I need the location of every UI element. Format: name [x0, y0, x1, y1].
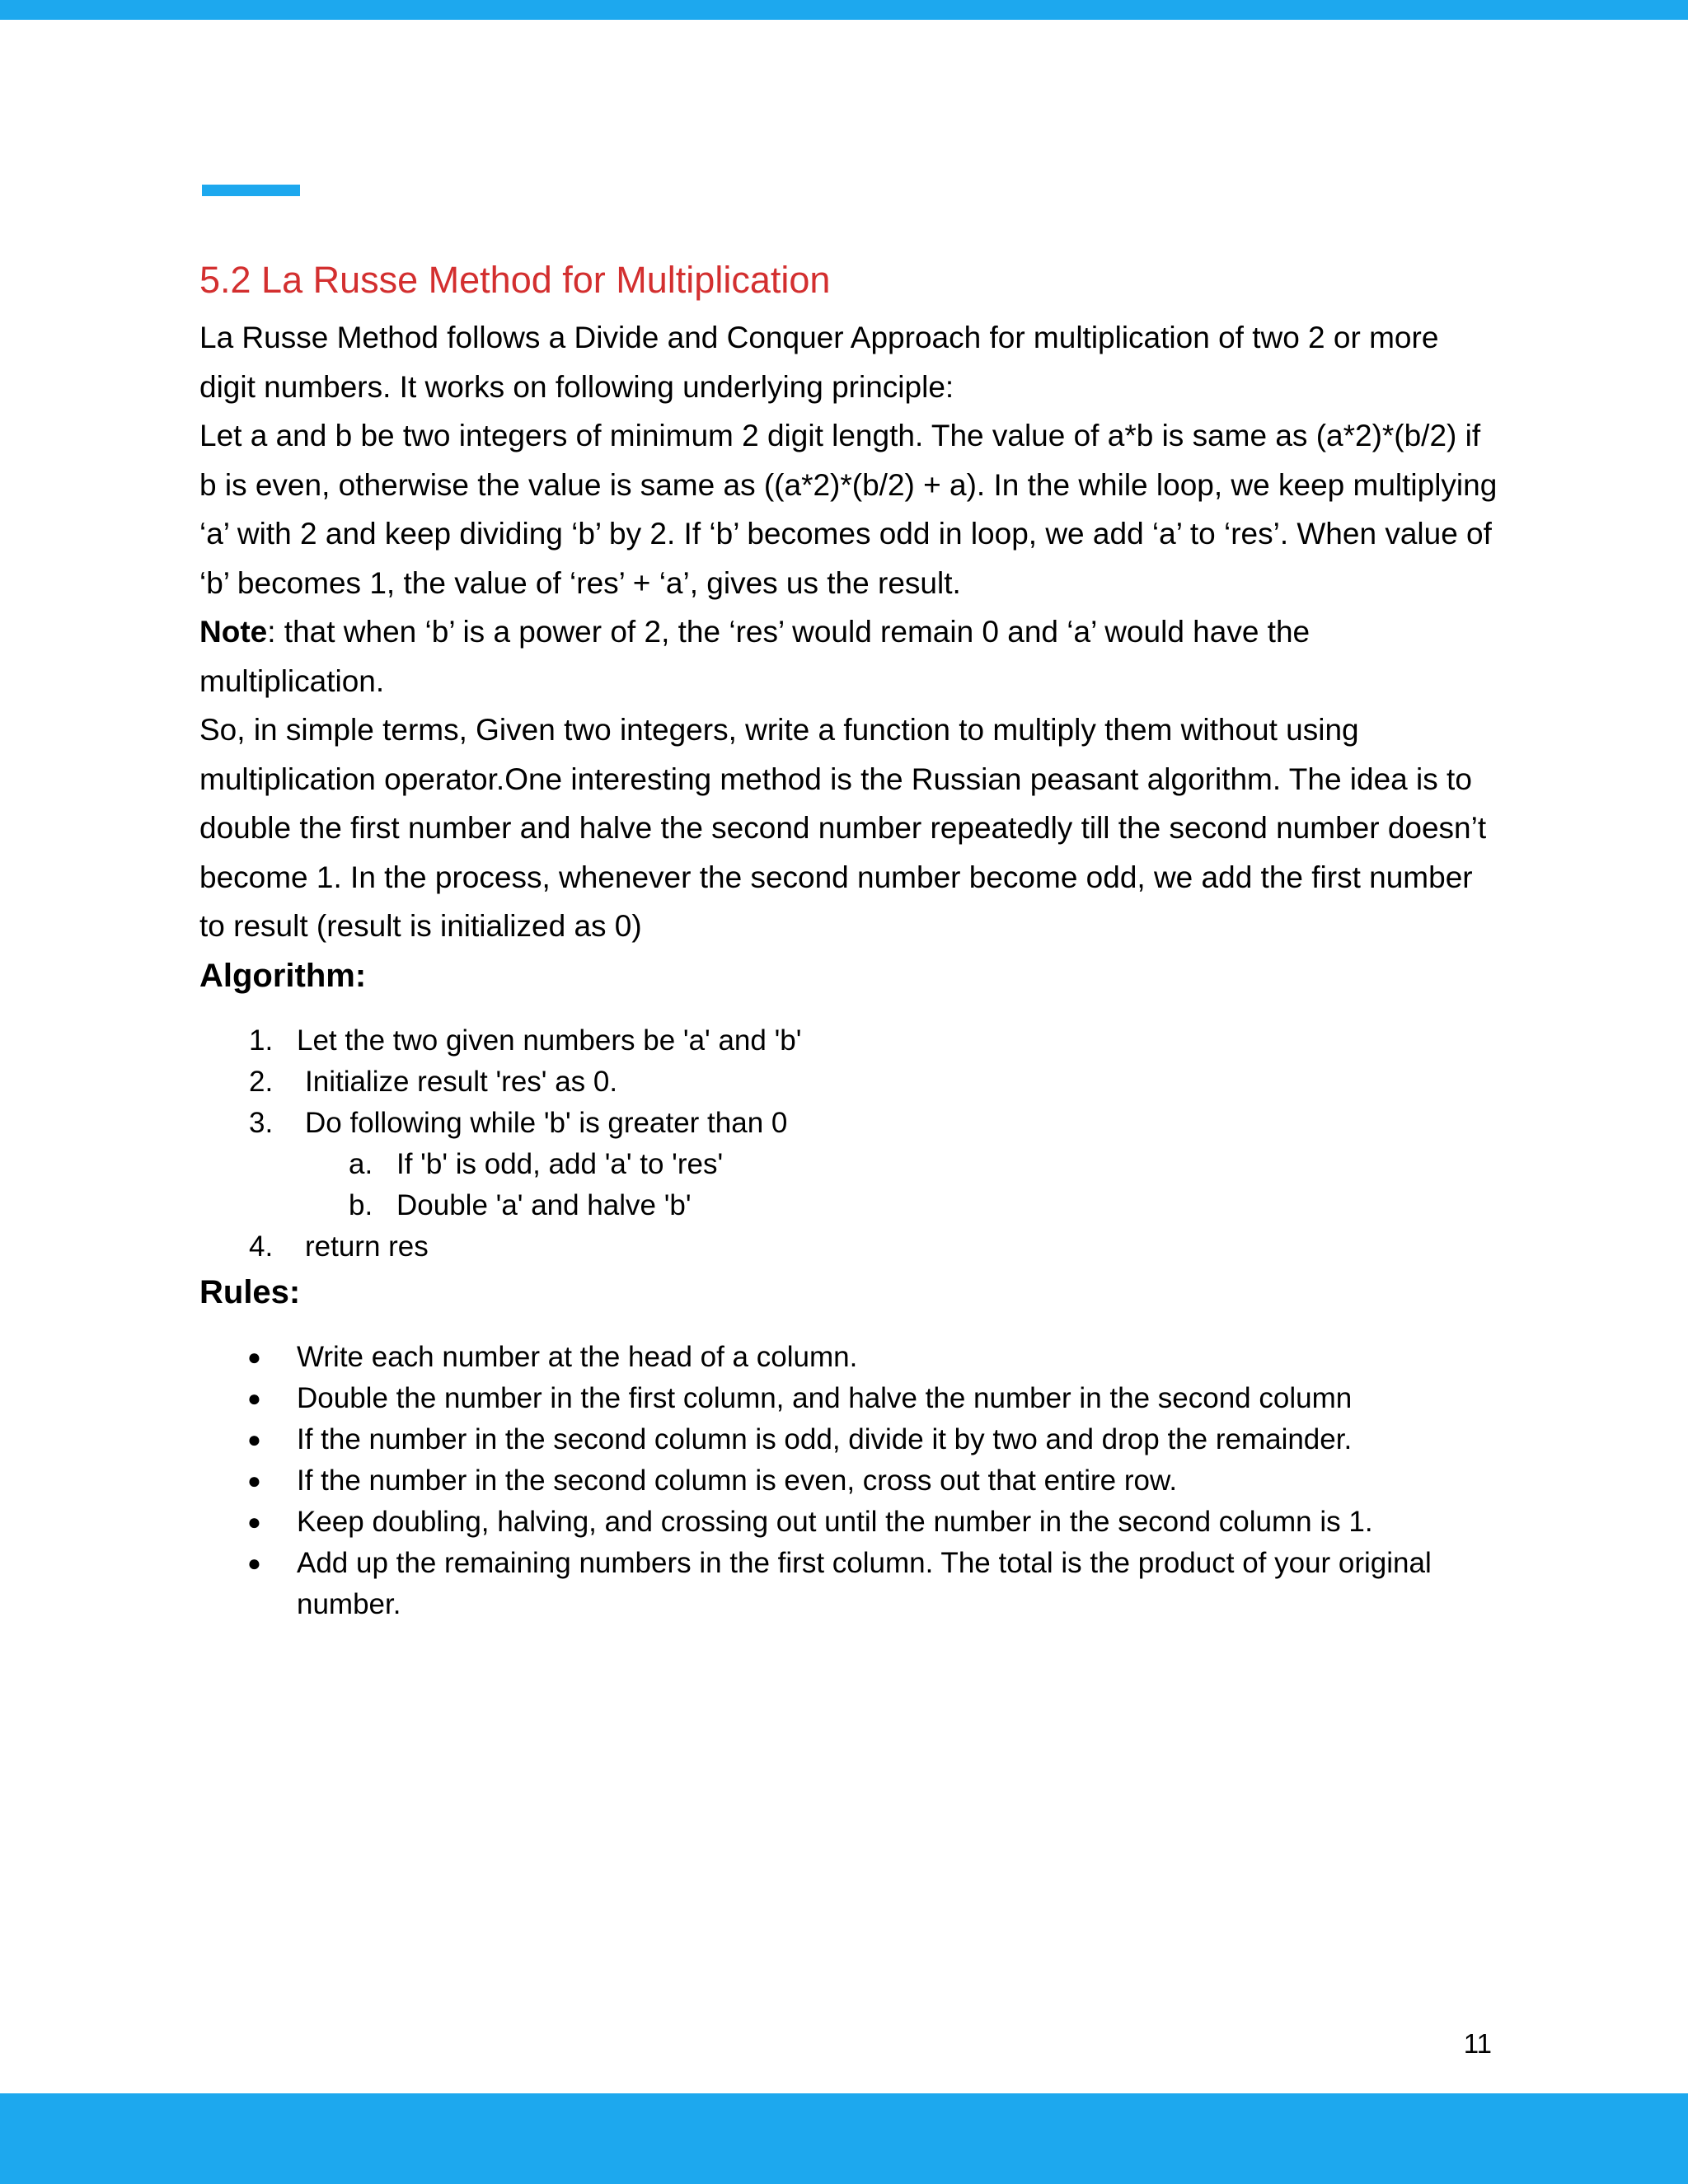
rule-text: If the number in the second column is odd, divide it by two and drop the remainder.	[297, 1422, 1353, 1455]
algorithm-heading: Algorithm:	[199, 957, 367, 994]
note-paragraph	[199, 607, 1502, 705]
step-marker: 1.	[249, 1024, 274, 1057]
bullet-icon: ●	[247, 1385, 261, 1411]
section-title: 5.2 La Russe Method for Multiplication	[199, 259, 831, 301]
algorithm-step	[199, 1062, 1502, 1103]
step-marker: 2.	[249, 1065, 274, 1098]
bullet-icon: ●	[247, 1508, 261, 1535]
rule-item	[199, 1502, 1502, 1543]
step-marker: 4.	[249, 1230, 274, 1263]
substep-text: If 'b' is odd, add 'a' to 'res'	[396, 1147, 724, 1180]
page-content	[199, 247, 1502, 1625]
bullet-icon: ●	[247, 1467, 261, 1493]
substep-marker: b.	[349, 1188, 373, 1221]
rule-item	[199, 1419, 1502, 1460]
note-label: Note	[199, 615, 268, 649]
rule-item	[199, 1337, 1502, 1378]
intro-paragraph: La Russe Method follows a Divide and Conquer Approach for multiplication of two 2 or more digit numbers. It works on following underlying principle:	[199, 321, 1439, 404]
bullet-icon: ●	[247, 1426, 261, 1452]
rule-text: Add up the remaining numbers in the first column. The total is the product of your original number.	[297, 1546, 1432, 1620]
bottom-accent-bar	[0, 2093, 1688, 2184]
page-number: 11	[1463, 2028, 1492, 2059]
rule-text: Double the number in the first column, and halve the number in the second column	[297, 1381, 1353, 1414]
step-text: return res	[305, 1230, 429, 1263]
rule-item	[199, 1460, 1502, 1502]
algorithm-substep	[199, 1144, 1502, 1185]
summary-paragraph: So, in simple terms, Given two integers, write a function to multiply them without using multiplication operator.One interesting method is the Russian peasant algorithm. The idea is to double the first number and halve the second number repeatedly till the second number doesn’t become 1. In the process, whenever the second number become odd, we add the first number to result (result is initialized as 0)	[199, 713, 1487, 943]
substep-marker: a.	[349, 1147, 373, 1180]
note-text: : that when ‘b’ is a power of 2, the ‘res’ would remain 0 and ‘a’ would have the multiplication.	[199, 615, 1311, 698]
algorithm-step	[199, 1103, 1502, 1144]
bullet-icon: ●	[247, 1549, 261, 1576]
algorithm-steps	[199, 1020, 1502, 1268]
step-text: Let the two given numbers be 'a' and 'b'	[297, 1024, 802, 1057]
step-text: Do following while 'b' is greater than 0	[305, 1106, 788, 1139]
step-marker: 3.	[249, 1106, 274, 1139]
rules-heading: Rules:	[199, 1273, 301, 1310]
algorithm-substep	[199, 1185, 1502, 1226]
step-text: Initialize result 'res' as 0.	[305, 1065, 618, 1098]
substep-text: Double 'a' and halve 'b'	[396, 1188, 692, 1221]
top-accent-bar	[0, 0, 1688, 20]
principle-paragraph: Let a and b be two integers of minimum 2 digit length. The value of a*b is same as (a*2)*(b/2) if b is even, otherwise the value is same as ((a*2)*(b/2) + a). In the while loop, we keep multiplying ‘a’ with 2 and keep dividing ‘b’ by 2. If ‘b’ becomes odd in loop, we add ‘a’ to ‘res’. When value of ‘b’ becomes 1, the value of ‘res’ + ‘a’, gives us the result.	[199, 419, 1498, 600]
rule-text: Write each number at the head of a column.	[297, 1340, 858, 1373]
rule-item	[199, 1543, 1502, 1625]
bullet-icon: ●	[247, 1343, 261, 1370]
rule-text: If the number in the second column is even, cross out that entire row.	[297, 1464, 1178, 1497]
title-accent-line	[202, 185, 300, 196]
rule-item	[199, 1378, 1502, 1419]
rule-text: Keep doubling, halving, and crossing out until the number in the second column is 1.	[297, 1505, 1373, 1538]
algorithm-step	[199, 1020, 1502, 1062]
algorithm-step	[199, 1226, 1502, 1268]
rules-list	[199, 1337, 1502, 1625]
